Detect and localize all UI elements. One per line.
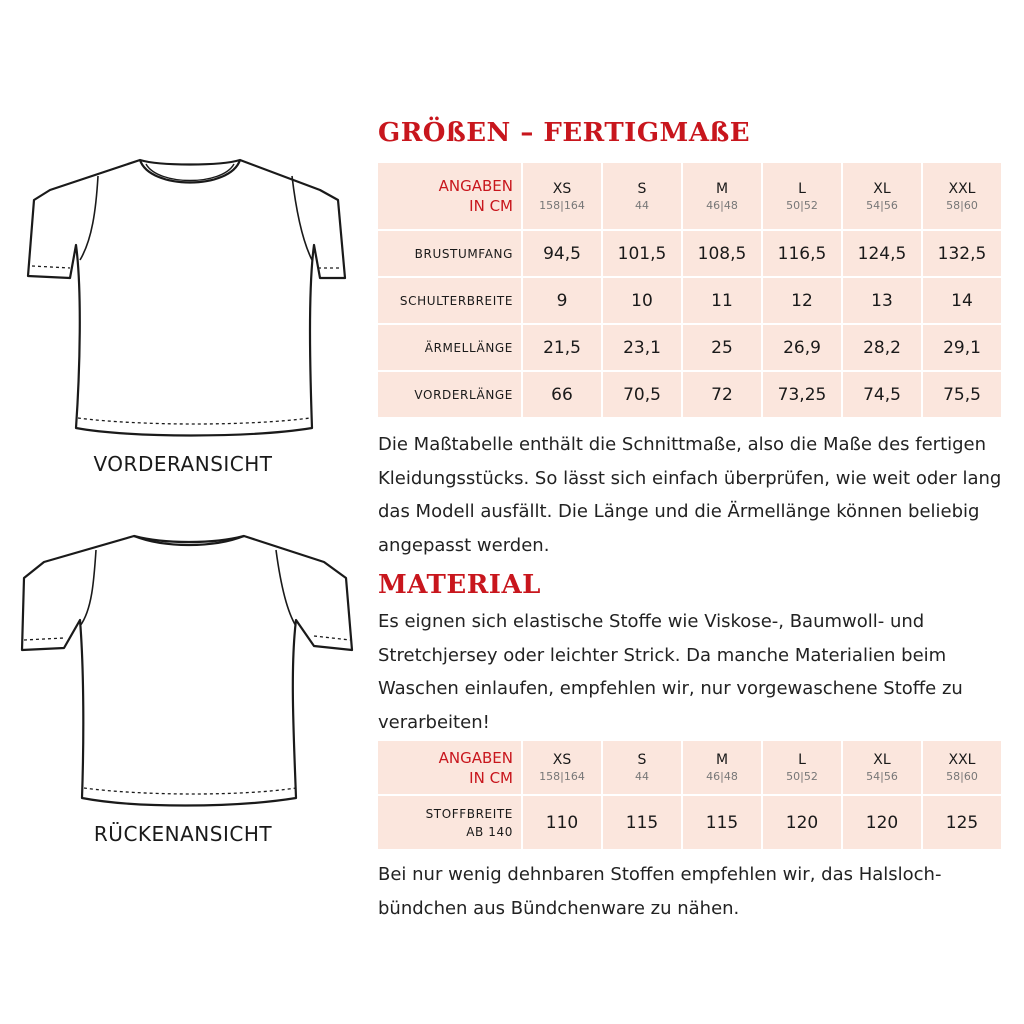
material-table bbox=[376, 740, 1003, 850]
table-cell: 73,25 bbox=[763, 371, 841, 418]
front-view-shirt-illustration bbox=[20, 150, 350, 445]
table-cell: 13 bbox=[843, 277, 921, 324]
sizes-table bbox=[376, 162, 1003, 418]
back-view-shirt-illustration bbox=[14, 520, 354, 812]
table-cell: 66 bbox=[523, 371, 601, 418]
material-heading: MATERIAL bbox=[378, 570, 541, 600]
row-label-line1: STOFFBREITE bbox=[425, 806, 513, 821]
table-cell: 26,9 bbox=[763, 324, 841, 371]
header-label-line2: IN CM bbox=[469, 768, 513, 787]
sizes-description: Die Maßtabelle enthält die Schnittmaße, also die Maße des fertigen Kleidungsstücks. So lässt sich einfach überprüfen, wie weit oder lang das Modell ausfällt. Die Länge und die Ärmellänge können beliebig angepasst werden. bbox=[378, 434, 1002, 556]
table-cell: 10 bbox=[603, 277, 681, 324]
front-view-caption: VORDERANSICHT bbox=[93, 452, 273, 476]
table-cell: 14 bbox=[923, 277, 1001, 324]
table-row bbox=[378, 324, 1001, 371]
table-cell: 21,5 bbox=[523, 324, 601, 371]
row-label bbox=[378, 795, 521, 850]
table-cell: 11 bbox=[683, 277, 761, 324]
row-label: SCHULTERBREITE bbox=[378, 277, 521, 324]
table-cell: 108,5 bbox=[683, 230, 761, 277]
table-cell: 28,2 bbox=[843, 324, 921, 371]
size-header-xs: XS 158|164 bbox=[523, 740, 601, 795]
table-cell: 29,1 bbox=[923, 324, 1001, 371]
table-cell: 94,5 bbox=[523, 230, 601, 277]
table-cell: 120 bbox=[763, 795, 841, 850]
table-row bbox=[378, 230, 1001, 277]
size-header-m: M 46|48 bbox=[683, 162, 761, 230]
table-cell: 12 bbox=[763, 277, 841, 324]
row-label-line2: AB 140 bbox=[466, 824, 513, 839]
header-label-line2: IN CM bbox=[469, 197, 513, 215]
size-header-l: L 50|52 bbox=[763, 740, 841, 795]
header-label-line1: ANGABEN bbox=[438, 748, 513, 767]
size-header-xxl: XXL 58|60 bbox=[923, 740, 1001, 795]
row-label: ÄRMELLÄNGE bbox=[378, 324, 521, 371]
sizes-header-row bbox=[378, 162, 1001, 230]
size-header-m: M 46|48 bbox=[683, 740, 761, 795]
table-cell: 115 bbox=[603, 795, 681, 850]
table-row bbox=[378, 795, 1001, 850]
material-note: Bei nur wenig dehnbaren Stoffen empfehlen wir, das Halsloch-bündchen aus Bündchenware zu nähen. bbox=[378, 864, 942, 919]
table-cell: 132,5 bbox=[923, 230, 1001, 277]
material-header-row bbox=[378, 740, 1001, 795]
table-cell: 72 bbox=[683, 371, 761, 418]
back-view-caption: RÜCKENANSICHT bbox=[93, 822, 273, 846]
table-cell: 70,5 bbox=[603, 371, 681, 418]
size-header-xl: XL 54|56 bbox=[843, 740, 921, 795]
size-header-s: S 44 bbox=[603, 740, 681, 795]
row-label: VORDERLÄNGE bbox=[378, 371, 521, 418]
table-cell: 115 bbox=[683, 795, 761, 850]
table-cell: 9 bbox=[523, 277, 601, 324]
table-row bbox=[378, 371, 1001, 418]
table-cell: 124,5 bbox=[843, 230, 921, 277]
header-label bbox=[378, 162, 521, 230]
table-cell: 101,5 bbox=[603, 230, 681, 277]
size-header-xl: XL 54|56 bbox=[843, 162, 921, 230]
header-label-line1: ANGABEN bbox=[438, 177, 513, 195]
table-cell: 116,5 bbox=[763, 230, 841, 277]
size-header-l: L 50|52 bbox=[763, 162, 841, 230]
table-cell: 75,5 bbox=[923, 371, 1001, 418]
size-header-xxl: XXL 58|60 bbox=[923, 162, 1001, 230]
table-cell: 23,1 bbox=[603, 324, 681, 371]
row-label: BRUSTUMFANG bbox=[378, 230, 521, 277]
table-cell: 120 bbox=[843, 795, 921, 850]
size-header-xs: XS 158|164 bbox=[523, 162, 601, 230]
table-cell: 74,5 bbox=[843, 371, 921, 418]
table-cell: 125 bbox=[923, 795, 1001, 850]
header-label bbox=[378, 740, 521, 795]
sizes-heading: GRÖßEN – FERTIGMAßE bbox=[378, 118, 751, 148]
size-header-s: S 44 bbox=[603, 162, 681, 230]
material-description: Es eignen sich elastische Stoffe wie Viskose-, Baumwoll- und Stretchjersey oder leichter Strick. Da manche Materialien beim Waschen einlaufen, empfehlen wir, nur vorgewaschene Stoffe zu verarbeiten! bbox=[378, 611, 963, 733]
table-cell: 25 bbox=[683, 324, 761, 371]
table-row bbox=[378, 277, 1001, 324]
table-cell: 110 bbox=[523, 795, 601, 850]
